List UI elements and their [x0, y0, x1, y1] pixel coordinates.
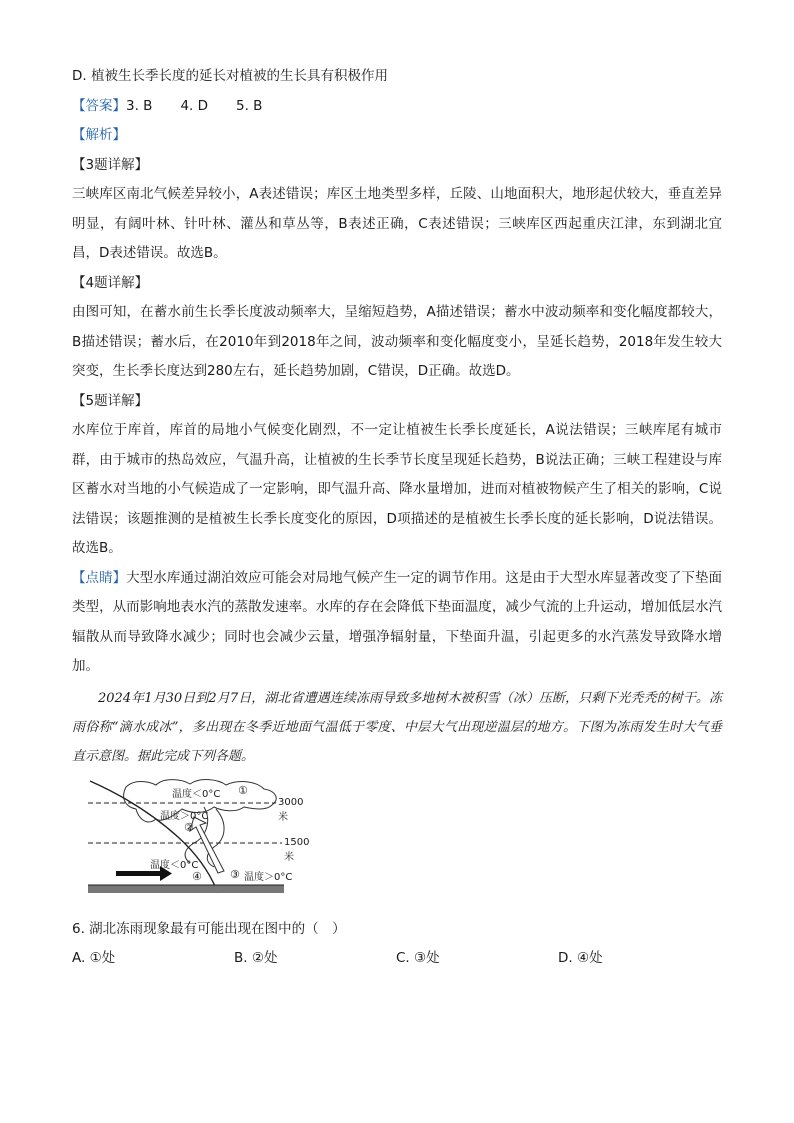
q5-explanation: 水库位于库首，库首的局地小气候变化剧烈，不一定让植被生长季长度延长，A说法错误；三峡库尾有城市群，由于城市的热岛效应，气温升高，让植被的生长季节长度呈现延长趋势，B说法正确；三峡工程建设与库区蓄水对当地的小气候造成了一定影响，即气温升高、降水量增加，进而对植被物候产生了相关的影响，C说法错误；该题推测的是植被生长季长度变化的原因，D项描述的是植被生长季长度的延长影响，D说法错误。故选B。: [72, 422, 722, 556]
label-temp-below-1: 温度＜0°C: [172, 788, 221, 800]
marker-3: ③: [230, 867, 240, 881]
analysis-label: 【解析】: [72, 127, 126, 143]
q3-label: 【3题详解】: [72, 156, 149, 173]
answer-item: 5. B: [236, 97, 263, 114]
label-temp-above-1: 温度＞0°C: [160, 810, 209, 822]
q6-option-c[interactable]: C. ③处: [396, 949, 440, 966]
q6-stem: 6. 湖北冻雨现象最有可能出现在图中的（ ）: [72, 920, 346, 937]
q6-options: [72, 944, 722, 973]
q6-option-b[interactable]: B. ②处: [234, 949, 278, 966]
answer-item: 3. B: [126, 97, 153, 114]
label-temp-above-2: 温度＞0°C: [244, 871, 293, 883]
q5-label: 【5题详解】: [72, 392, 149, 409]
freezing-rain-diagram: [86, 777, 310, 907]
previous-option-d: D. 植被生长季长度的延长对植被的生长具有积极作用: [72, 68, 388, 84]
tip-paragraph: [72, 564, 722, 682]
label-1500m: 1500米: [284, 836, 310, 863]
label-3000m: 3000米: [278, 796, 304, 823]
material-intro: 2024年1月30日到2月7日，湖北省遭遇连续冻雨导致多地树木被积雪（冰）压断，只剩下光秃秃的树干。冻雨俗称“滴水成冰”，多出现在冬季近地面气温低于零度、中层大气出现逆温层的地方。下图为冻雨发生时大气垂直示意图。据此完成下列各题。: [72, 690, 722, 764]
tip-text: 大型水库通过湖泊效应可能会对局地气候产生一定的调节作用。这是由于大型水库显著改变了下垫面类型，从而影响地表水汽的蒸散发速率。水库的存在会降低下垫面温度，减少气流的上升运动，增加低层水汽辐散从而导致降水减少；同时也会减少云量，增强净辐射量，下垫面升温，引起更多的水汽蒸发导致降水增加。: [72, 569, 723, 674]
marker-2: ②: [184, 820, 194, 834]
ground: [88, 885, 284, 893]
answer-item: 4. D: [180, 97, 209, 114]
tip-label: 【点睛】: [72, 569, 127, 586]
cold-air-arrow: [116, 871, 160, 876]
q3-explanation: 三峡库区南北气候差异较小，A表述错误；库区土地类型多样，丘陵、山地面积大，地形起伏较大，垂直差异明显，有阔叶林、针叶林、灌丛和草丛等，B表述正确，C表述错误；三峡库区西起重庆江津，东到湖北宜昌，D表述错误。故选B。: [72, 186, 722, 261]
label-temp-below-2: 温度＜0°C: [150, 859, 199, 871]
marker-4: ④: [192, 869, 202, 883]
answer-line: [72, 92, 722, 122]
document-page: [72, 62, 722, 973]
answer-label: 【答案】: [72, 97, 126, 114]
q6-option-d[interactable]: D. ④处: [558, 949, 603, 966]
marker-1: ①: [238, 783, 248, 797]
q4-label: 【4题详解】: [72, 274, 149, 291]
q6-option-a[interactable]: A. ①处: [72, 949, 116, 966]
q4-explanation: 由图可知，在蓄水前生长季长度波动频率大，呈缩短趋势，A描述错误；蓄水中波动频率和变化幅度都较大，B描述错误；蓄水后，在2010年到2018年之间，波动频率和变化幅度变小，呈延长趋势，2018年发生较大突变，生长季长度达到280左右，延长趋势加剧，C错误，D正确。故选D。: [72, 304, 722, 379]
